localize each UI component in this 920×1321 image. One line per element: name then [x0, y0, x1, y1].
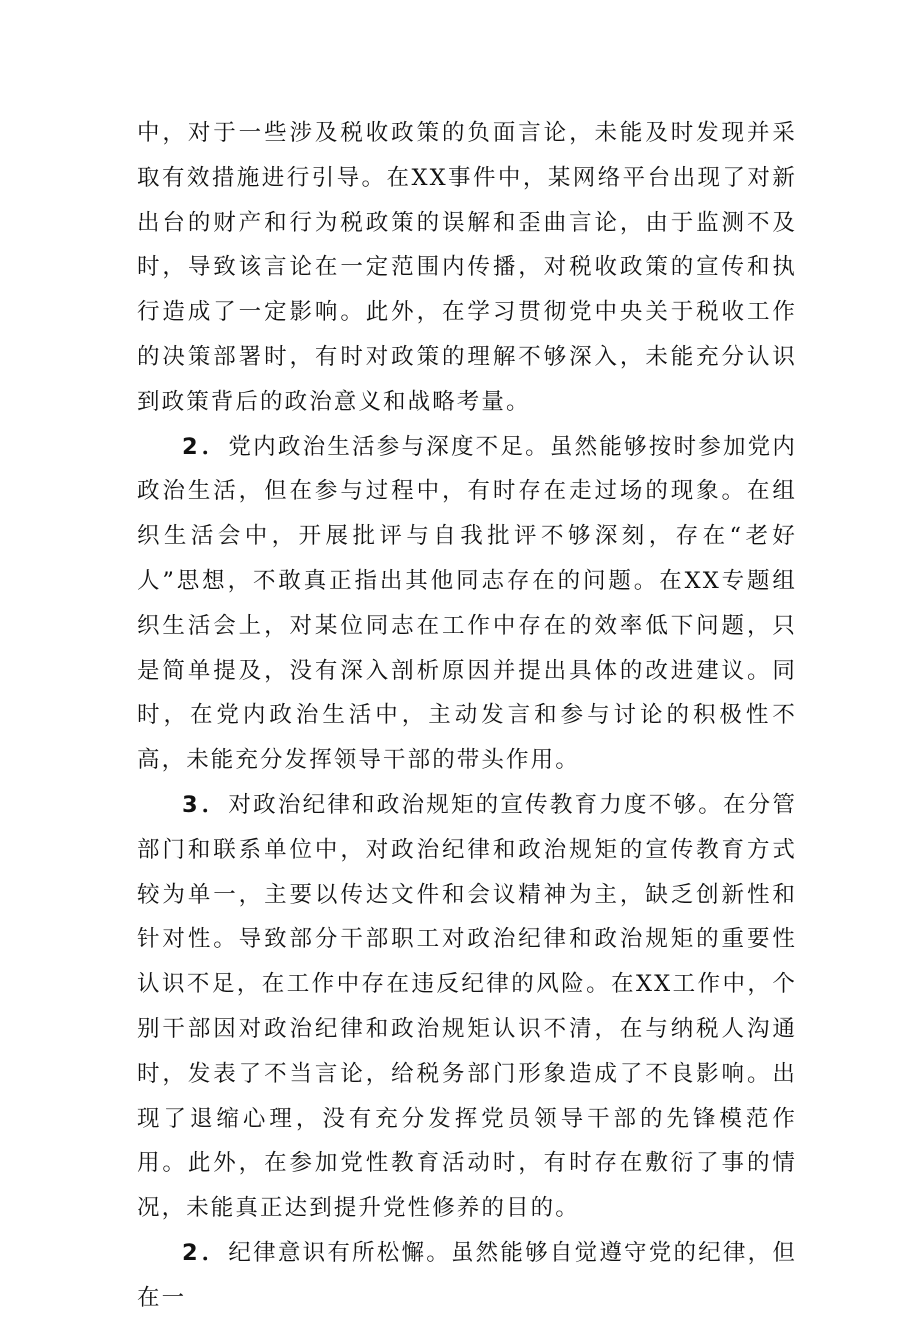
paragraph-number: 3． [182, 791, 229, 818]
paragraph-number: 2． [182, 433, 229, 460]
paragraph-item-2-discipline [137, 1231, 797, 1321]
paragraph-continuation [137, 111, 797, 425]
paragraph-text: 党内政治生活参与深度不足。虽然能够按时参加党内政治生活，但在参与过程中，有时存在走过场的现象。在组织生活会中，开展批评与自我批评不够深刻，存在“老好人”思想，不敢真正指出其他同志存在的问题。在XX专题组织生活会上，对某位同志在工作中存在的效率低下问题，只是简单提及，没有深入剖析原因并提出具体的改进建议。同时，在党内政治生活中，主动发言和参与讨论的积极性不高，未能充分发挥领导干部的带头作用。 [137, 433, 798, 774]
document-body [137, 111, 797, 1321]
paragraph-text: 中，对于一些涉及税收政策的负面言论，未能及时发现并采取有效措施进行引导。在XX事件中，某网络平台出现了对新出台的财产和行为税政策的误解和歪曲言论，由于监测不及时，导致该言论在一定范围内传播，对税收政策的宣传和执行造成了一定影响。此外，在学习贯彻党中央关于税收工作的决策部署时，有时对政策的理解不够深入，未能充分认识到政策背后的政治意义和战略考量。 [137, 120, 797, 415]
paragraph-item-2 [137, 425, 797, 783]
paragraph-text: 对政治纪律和政治规矩的宣传教育力度不够。在分管部门和联系单位中，对政治纪律和政治规矩的宣传教育方式较为单一，主要以传达文件和会议精神为主，缺乏创新性和针对性。导致部分干部职工对政治纪律和政治规矩的重要性认识不足，在工作中存在违反纪律的风险。在XX工作中，个别干部因对政治纪律和政治规矩认识不清，在与纳税人沟通时，发表了不当言论，给税务部门形象造成了不良影响。出现了退缩心理，没有充分发挥党员领导干部的先锋模范作用。此外，在参加党性教育活动时，有时存在敷衍了事的情况，未能真正达到提升党性修养的目的。 [137, 791, 798, 1222]
paragraph-number: 2． [182, 1239, 229, 1266]
paragraph-text: 纪律意识有所松懈。虽然能够自觉遵守党的纪律，但在一 [137, 1239, 798, 1311]
paragraph-item-3 [137, 783, 797, 1231]
